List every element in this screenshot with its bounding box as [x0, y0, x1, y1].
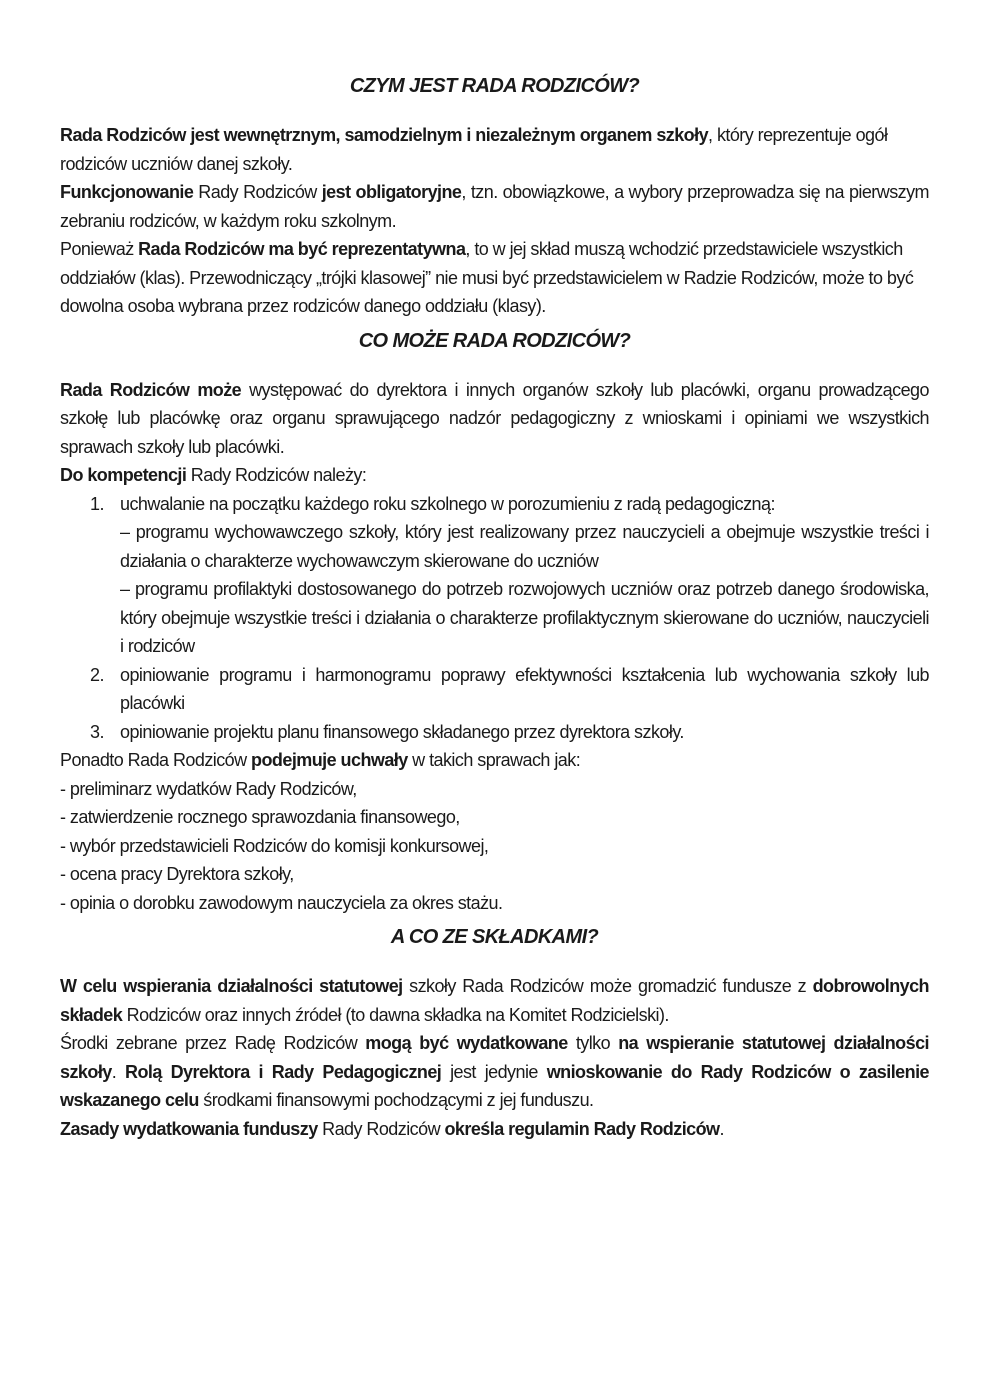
list-item: - ocena pracy Dyrektora szkoły,	[60, 864, 294, 884]
paragraph: Funkcjonowanie Rady Rodziców jest obligatoryjne, tzn. obowiązkowe, a wybory przeprowadza się na pierwszym zebraniu rodziców, w każdym roku szkolnym.	[60, 182, 929, 231]
section-heading: CZYM JEST RADA RODZICÓW?	[349, 75, 640, 97]
paragraph: Ponadto Rada Rodziców podejmuje uchwały w takich sprawach jak:	[60, 750, 581, 770]
list-item: - zatwierdzenie rocznego sprawozdania finansowego,	[60, 807, 460, 827]
sub-item: – programu profilaktyki dostosowanego do potrzeb rozwojowych uczniów oraz potrzeb danego środowiska, który obejmuje wszystkie treści i działania o charakterze profilaktycznym skierowane do uczniów, nauczycieli i rodziców	[120, 579, 929, 656]
section-heading: A CO ZE SKŁADKAMI?	[390, 926, 599, 948]
list-item: 3. opiniowanie projektu planu finansowego składanego przez dyrektora szkoły.	[90, 721, 684, 742]
paragraph: W celu wspierania działalności statutowej szkoły Rada Rodziców może gromadzić fundusze z dobrowolnych składek Rodziców oraz innych źródeł (to dawna składka na Komitet Rodzicielski).	[60, 976, 930, 1025]
paragraph: Rada Rodziców może występować do dyrektora i innych organów szkoły lub placówki, organu prowadzącego szkołę lub placówkę oraz organu sprawującego nadzór pedagogiczny z wnioskami i opiniami we wszystkich sprawach szkoły lub placówki.	[60, 379, 929, 457]
document-page	[60, 72, 929, 1143]
sub-item: – programu wychowawczego szkoły, który jest realizowany przez nauczycieli a obejmuje wszystkie treści i działania o charakterze wychowawczym skierowane do uczniów	[120, 522, 929, 571]
section-contributions	[60, 923, 929, 1143]
paragraph: Środki zebrane przez Radę Rodziców mogą być wydatkowane tylko na wspieranie statutowej działalności szkoły. Rolą Dyrektora i Rady Pedagogicznej jest jedynie wnioskowanie do Rady Rodziców o zasilenie wskazanego celu środkami finansowymi pochodzącymi z jej funduszu.	[60, 1033, 929, 1110]
section-what-council-can-do	[60, 327, 929, 918]
list-item: 2. opiniowanie programu i harmonogramu poprawy efektywności kształcenia lub wychowania szkoły lub placówki	[90, 664, 929, 713]
paragraph: Rada Rodziców jest wewnętrznym, samodzielnym i niezależnym organem szkoły, który reprezentuje ogół rodziców uczniów danej szkoły.	[60, 125, 888, 174]
paragraph: Ponieważ Rada Rodziców ma być reprezentatywna, to w jej skład muszą wchodzić przedstawiciele wszystkich oddziałów (klas). Przewodniczący „trójki klasowej” nie musi być przedstawicielem w Radzie Rodziców, może to być dowolna osoba wybrana przez rodziców danego oddziału (klasy).	[60, 239, 914, 316]
section-heading: CO MOŻE RADA RODZICÓW?	[358, 329, 631, 352]
list-item: - opinia o dorobku zawodowym nauczyciela za okres stażu.	[60, 892, 503, 913]
competencies-list	[60, 490, 929, 747]
list-item: - wybór przedstawicieli Rodziców do komisji konkursowej,	[60, 835, 489, 856]
list-item: 1. uchwalanie na początku każdego roku szkolnego w porozumieniu z radą pedagogiczną: – programu wychowawczego szkoły, który jest realizowany przez nauczycieli a obejmuje wszystkie treści i działania o charakterze wychowawczym skierowane do uczniów – programu profilaktyki dostosowanego do potrzeb rozwojowych uczniów oraz potrzeb danego środowiska, który obejmuje wszystkie treści i działania o charakterze profilaktycznym skierowane do uczniów, nauczycieli i rodziców	[60, 490, 929, 661]
resolutions-list	[60, 775, 929, 918]
section-what-is-council	[60, 72, 929, 321]
list-item: - preliminarz wydatków Rady Rodziców,	[60, 778, 357, 799]
paragraph: Do kompetencji Rady Rodziców należy:	[60, 465, 367, 485]
paragraph: Zasady wydatkowania funduszy Rady Rodziców określa regulamin Rady Rodziców.	[60, 1118, 724, 1139]
